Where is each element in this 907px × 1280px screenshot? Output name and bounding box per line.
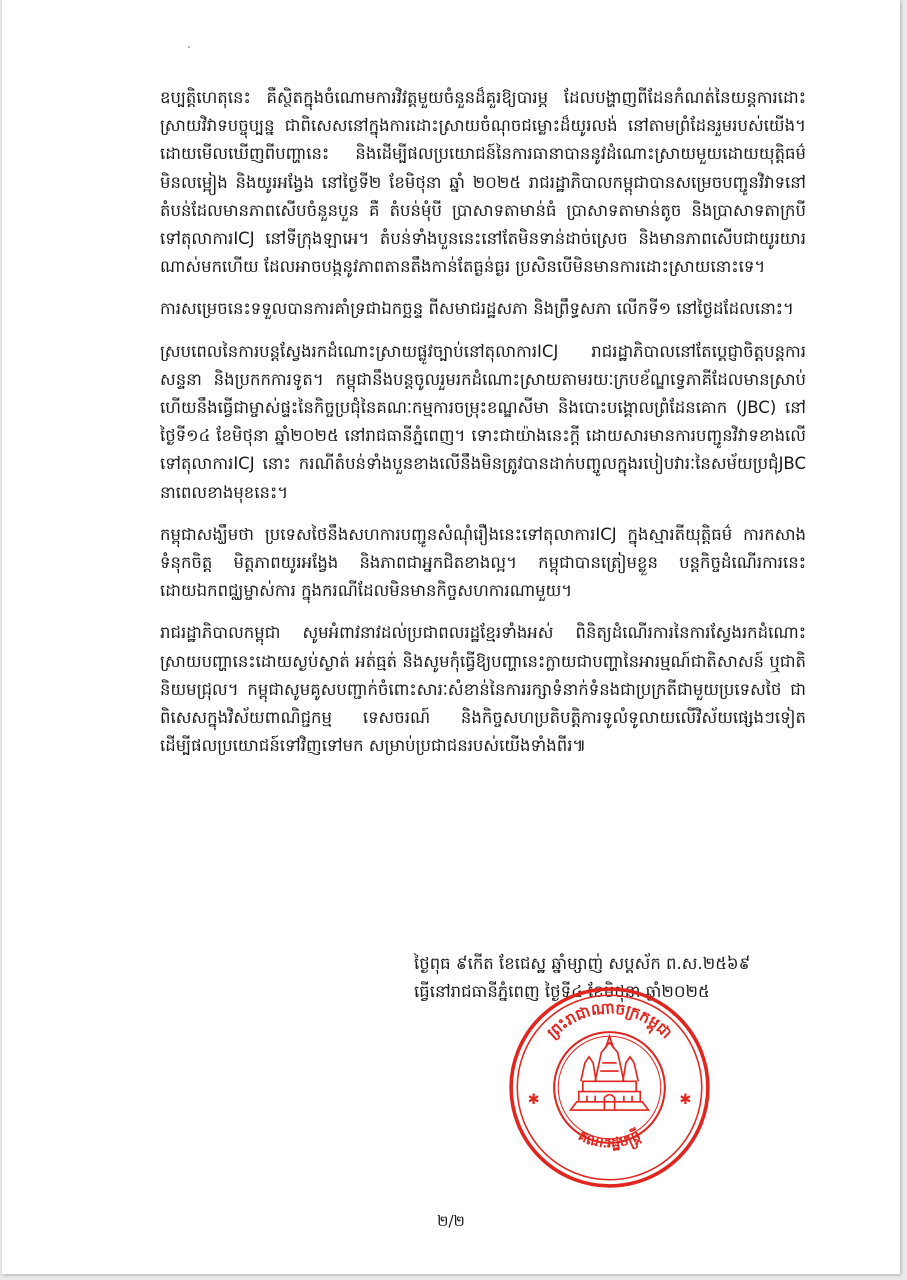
official-seal	[507, 985, 712, 1190]
paragraph-2: ការសម្រេចនេះទទួលបានការគាំទ្រជាឯកច្ឆន្ទ ពីសមាជរដ្ឋសភា និងព្រឹទ្ធសភា លើកទី១ នៅថ្ងៃដដែលនោះ។	[160, 299, 794, 319]
seal-bottom-text: គណៈរដ្ឋមន្ត្រី	[575, 1128, 644, 1153]
seal-inner-ring	[554, 1032, 665, 1143]
document-page	[2, 0, 900, 1274]
seal-outer-inner-ring	[517, 995, 702, 1180]
seal-star-right-icon: ✱	[679, 1091, 692, 1108]
seal-outer-text: ព្រះរាជាណាចក្រកម្ពុជា	[543, 999, 676, 1043]
page-number: ២/២	[437, 1212, 465, 1230]
paragraph-5: រាជរដ្ឋាភិបាលកម្ពុជា សូមអំពាវនាវដល់ប្រជាពលរដ្ឋខ្មែរទាំងអស់ ពិនិត្យដំណើរការនៃការស្វែងរកដំណោះស្រាយបញ្ហានេះដោយស្ងប់ស្ងាត់ អត់ធ្មត់ និងសូមកុំធ្វើឱ្យបញ្ហានេះក្លាយជាបញ្ហានៃអារម្មណ៍ជាតិសាសន៍ ឬជាតិនិយមជ្រុល។ កម្ពុជាសូមគូសបញ្ជាក់ចំពោះសារៈសំខាន់នៃការរក្សាទំនាក់ទំនងជាប្រក្រតីជាមួយប្រទេសថៃ ជាពិសេសក្នុងវិស័យពាណិជ្ជកម្ម ទេសចរណ៍ និងកិច្ចសហប្រតិបត្តិការទូលំទូលាយលើវិស័យផ្សេងៗទៀត ដើម្បីផលប្រយោជន៍ទៅវិញទៅមក សម្រាប់ប្រជាជនរបស់យើងទាំងពីរ៕	[160, 623, 806, 756]
paragraph-3: ស្របពេលនៃការបន្តស្វែងរកដំណោះស្រាយផ្លូវច្បាប់នៅតុលាការICJ រាជរដ្ឋាភិបាលនៅតែប្ដេជ្ញាចិត្តបន្តការសន្ទនា និងប្រកកការទូត។ កម្ពុជានឹងបន្តចូលរួមរកដំណោះស្រាយតាមរយៈក្របខ័ណ្ឌទ្វេភាគីដែលមានស្រាប់ ហើយនឹងធ្វើជាម្ចាស់ផ្ទះនៃកិច្ចប្រជុំនៃគណៈកម្មការចម្រុះខណ្ឌសីមា និងបោះបង្គោលព្រំដែនគោក (JBC) នៅថ្ងៃទី១៤ ខែមិថុនា ឆ្នាំ២០២៥ នៅរាជធានីភ្នំពេញ។ ទោះជាយ៉ាងនេះក្តី ដោយសារមានការបញ្ជូនវិវាទខាងលើទៅតុលាការICJ នោះ ករណីតំបន់ទាំងបួនខាងលើនឹងមិនត្រូវបានដាក់បញ្ចូលក្នុងរបៀបវារៈនៃសម័យប្រជុំJBC នាពេលខាងមុខនេះ។	[160, 341, 806, 502]
angkor-temple-icon	[571, 1036, 649, 1110]
seal-inner-thin-ring	[558, 1036, 661, 1139]
document-body	[160, 84, 806, 774]
seal-outer-ring	[511, 989, 708, 1186]
place-date-line: ធ្វើនៅរាជធានីភ្នំពេញ ថ្ងៃទី៤ ខែមិថុនា ឆ្នាំ២០២៥	[414, 982, 710, 1001]
paragraph-4: កម្ពុជាសង្ឃឹមថា ប្រទេសថៃនឹងសហការបញ្ជូនសំណុំរឿងនេះទៅតុលាការICJ ក្នុងស្មារតីយុត្តិធម៌ ការកសាងទំនុកចិត្ត មិត្តភាពយូរអង្វែង និងភាពជាអ្នកជិតខាងល្អ។ កម្ពុជាបានត្រៀមខ្លួន បន្តកិច្ចដំណើរការនេះដោយឯកពជ្ឈម្ចាស់ការ ក្នុងករណីដែលមិនមានកិច្ចសហការណាមួយ។	[160, 524, 806, 601]
paragraph-1: ឧប្បត្តិហេតុនេះ គឺស្ថិតក្នុងចំណោមការវិវត្តមួយចំនួនដ៏គួរឱ្យបារម្ភ ដែលបង្ហាញពីដែនកំណត់នៃយន្តការដោះស្រាយវិវាទបច្ចុប្បន្ន ជាពិសេសនៅក្នុងការដោះស្រាយចំណុចជម្លោះដ៏យូរលង់ នៅតាមព្រំដែនរួមរបស់យើង។ ដោយមើលឃើញពីបញ្ហានេះ និងដើម្បីផលប្រយោជន៍នៃការធានាបាននូវដំណោះស្រាយមួយដោយយុត្តិធម៌ មិនលម្អៀង និងយូរអង្វែង នៅថ្ងៃទី២ ខែមិថុនា ឆ្នាំ ២០២៥ រាជរដ្ឋាភិបាលកម្ពុជាបានសម្រេចបញ្ជូនវិវាទនៅតំបន់ដែលមានភាពសើបចំនួនបួន គឺ តំបន់មុំបី ប្រាសាទតាមាន់ធំ ប្រាសាទតាមាន់តូច និងប្រាសាទតាក្របី ទៅតុលាការICJ នៅទីក្រុងឡាអេ។ តំបន់ទាំងបួននេះនៅតែមិនទាន់ដាច់ស្រេច និងមានភាពសើបជាយូរយារណាស់មកហើយ ដែលអាចបង្កនូវភាពតានតឹងកាន់តែធ្ងន់ធ្ងរ ប្រសិនបើមិនមានការដោះស្រាយនោះទេ។	[160, 88, 806, 277]
seal-star-left-icon: ✱	[527, 1091, 540, 1108]
scan-speck	[188, 46, 190, 48]
lunar-date-line: ថ្ងៃពុធ ៩កើត ខែជេស្ឋ ឆ្នាំម្សាញ់ សប្តស័ក ព.ស.២៥៦៩	[414, 954, 751, 973]
